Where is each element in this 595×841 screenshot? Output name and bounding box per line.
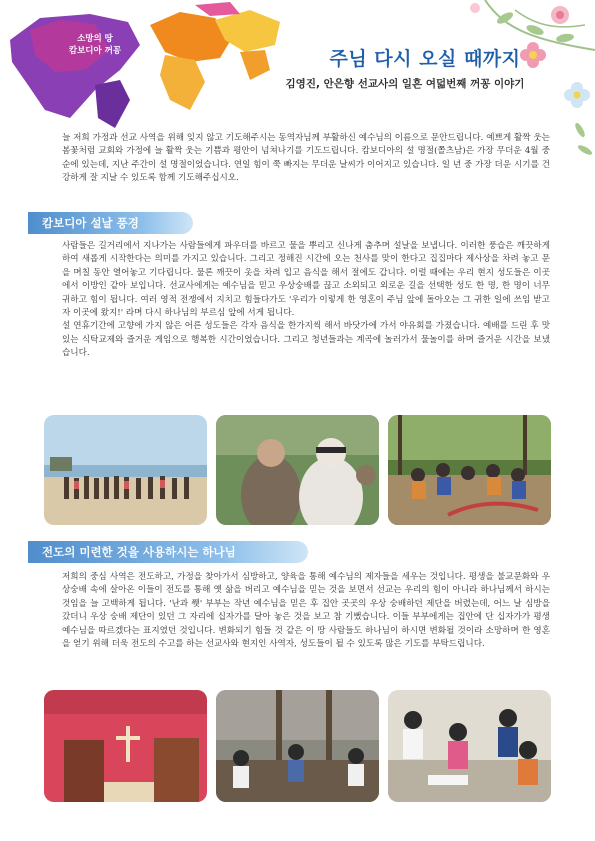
- section-evangelism-body: 저희의 중심 사역은 전도하고, 가정을 찾아가서 심방하고, 양육을 통해 예수님의 제자들을 세우는 것입니다. 평생을 불교문화와 우상숭배 속에 살아온 이들이 전도를 통해 옛 삶을 버리고 예수님을 믿는 것을 보면서 선교는 우리의 힘이 아니라 하나님께서 하시는 것임을 늘 고백하게 됩니다. '난과 쮓' 부부는 작년 예수님을 믿은 후 집안 곳곳의 우상 숭배하던 제단을 버렸는데, 어느 날 심방을 갔더니 우상 숭배 제단이 있던 그 자리에 십자가를 달아 놓은 것을 보고 참 기뻤습니다. 이들 부부에게는 집안에 단 십자가가 평생 예수님을 따르겠다는 표지였던 것입니다. 변화되기 힘들 것 같은 이 땅 사람들도 하나님이 하시면 변화될 것이라 소망하며 한 영혼을 얻기 위해 더욱 전도의 수고를 하는 선교사와 현지인 사역자, 성도들이 될 수 있도록 많은 기도를 부탁드립니다.: [62, 572, 550, 650]
- section-new-year-body: [62, 240, 550, 361]
- photo-house-cross: [44, 690, 207, 802]
- world-map-decoration: [0, 0, 290, 140]
- photo-beach-group: [44, 415, 207, 525]
- country-badge: [60, 33, 130, 57]
- section-new-year-paragraph-1: 사람들은 길거리에서 지나가는 사람들에게 파우더를 바르고 물을 뿌리고 신나게 춤추며 설날을 보냅니다. 이러한 풍습은 깨끗하게 하여 새롭게 시작한다는 의미를 가지고 있습니다. 그리고 정해진 시간에 오는 천사를 맞이 한다고 집집마다 제사상을 차려 놓고 문을 며칠 동안 열어놓고 기다립니다. 물론 깨끗이 옷을 차려 입고 음식을 해서 절에도 갑니다. 이럴 때에는 우리 현지 성도들은 이곳에서 이방인 같아 보입니다. 선교사에게는 예수님을 믿고 우상숭배를 끊고 소외되고 외로운 길을 선택한 성도 한 명, 한 명이 너무 귀하고 힘이 됩니다. 여러 영적 전쟁에서 지치고 힘들다가도 '우리가 이렇게 한 영혼이 주님 앞에 돌아오는 그 귀한 일에 쓰임 받고자 이곳에 왔지!' 라며 다시 하나님의 부르심 앞에 서게 됩니다.: [62, 241, 550, 319]
- photo-bible-study: [388, 690, 551, 802]
- badge-line-2: 캄보디아 꺼꽁: [68, 46, 122, 56]
- section-new-year-paragraph-2: 설 연휴기간에 고향에 가지 않은 어른 성도들은 각자 음식을 한가지씩 해서 바닷가에 가서 야유회를 가졌습니다. 예배를 드린 후 맛있는 식탁교제와 즐거운 게임으로 행복한 시간이었습니다. 그리고 청년들과는 계곡에 놀러가서 물놀이를 하며 즐거운 시간을 보냈습니다.: [62, 321, 550, 359]
- photo-powder-festival: [216, 415, 379, 525]
- badge-line-1: 소망의 땅: [77, 34, 113, 44]
- photo-outdoor-meal: [388, 415, 551, 525]
- intro-paragraph: 늘 저희 가정과 선교 사역을 위해 잊지 않고 기도해주시는 동역자님께 부활하신 예수님의 이름으로 문안드립니다. 예쁘게 활짝 웃는 봄꽃처럼 교회와 가정에 늘 활짝 웃는 기쁨과 평안이 넘쳐나기를 기도드립니다. 캄보디아의 설 명절(쫄츠남)은 가장 무더운 4월 중순에 있는데, 지난 주간이 설 명절이었습니다. 연일 힘이 쭉 빠지는 무더운 날씨가 이어지고 있습니다. 일 년 중 가장 더운 시기를 건강하게 잘 지날 수 있도록 함께 기도해주십시오.: [62, 133, 550, 184]
- page-title: 주님 다시 오실 때까지: [329, 48, 521, 70]
- page-subtitle: 김영진, 안은향 선교사의 일흔 여덟번째 꺼꽁 이야기: [285, 78, 525, 90]
- photo-home-visit: [216, 690, 379, 802]
- section-heading-evangelism: [28, 541, 308, 563]
- section-heading-new-year: [28, 212, 193, 234]
- section-heading-text: 전도의 미련한 것을 사용하시는 하나님: [42, 545, 236, 559]
- section-heading-text: 캄보디아 설날 풍경: [42, 216, 139, 230]
